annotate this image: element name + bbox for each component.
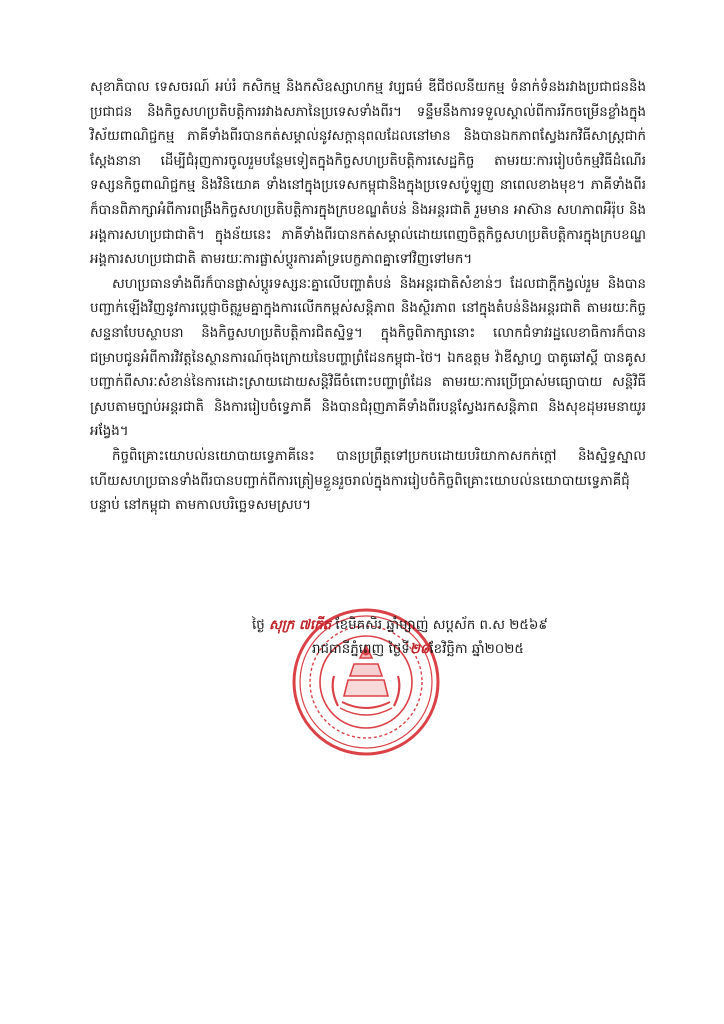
date-block [252, 614, 672, 662]
gregorian-date-line [252, 638, 672, 662]
lunar-date-line [252, 614, 672, 638]
lunar-date-handwritten: សុក្រ ៧កើត [269, 618, 332, 633]
gregorian-date-prefix: រាជធានីភ្នំពេញ ថ្ងៃទី [312, 642, 410, 657]
paragraph-2: សហប្រធានទាំងពីរក៏បានផ្លាស់ប្តូរទស្សនៈគ្នាលើបញ្ហាតំបន់ និងអន្តរជាតិសំខាន់ៗ ដែលជាក្តីកង្វល់រួម និងបានបញ្ជាក់ឡើងវិញនូវការប្តេជ្ញាចិត្តរួមគ្នាក្នុងការលើកកម្ពស់សន្តិភាព និងស្ថិរភាព នៅក្នុងតំបន់និងអន្តរជាតិ តាមរយៈកិច្ចសន្ទនាបែបស្ថាបនា និងកិច្ចសហប្រតិបត្តិការជិតស្និទ្ធ។ ក្នុងកិច្ចពិភាក្សានោះ លោកជំទាវរដ្ឋលេខាធិការក៏បានជម្រាបជូនអំពីការវិវត្តនៃស្ថានការណ៍ចុងក្រោយនៃបញ្ហាព្រំដែនកម្ពុជា-ថៃ។ ឯកឧត្តម វ៉ាឌីស្លាហ្វ បាតូឆៅស្គី បានគូសបញ្ជាក់ពីសារៈសំខាន់នៃការដោះស្រាយដោយសន្តិវិធីចំពោះបញ្ហាព្រំដែន តាមរយៈការប្រើប្រាស់មធ្យោបាយ សន្តិវិធីស្របតាមច្បាប់អន្តរជាតិ និងការរៀបចំទ្វេភាគី និងបានជំរុញភាគីទាំងពីរបន្តស្វែងរកសន្តិភាព និងសុខដុមរមនាយូរអង្វែង។ [90, 276, 646, 440]
gregorian-date-handwritten: ២៨ [409, 642, 430, 657]
gregorian-date-rest: ខែវិច្ឆិកា ឆ្នាំ២០២៥ [429, 642, 524, 657]
lunar-date-prefix: ថ្ងៃ [252, 618, 265, 633]
paragraph-1: សុខាភិបាល ទេសចរណ៍ អប់រំ កសិកម្ម និងកសិឧស្សាហកម្ម វប្បធម៌ ឌីជីថលនីយកម្ម ទំនាក់ទំនងរវាងប្រជាជននិងប្រជាជន និងកិច្ចសហប្រតិបត្តិការរវាងសភានៃប្រទេសទាំងពីរ។ ទន្ទឹមនឹងការទទួលស្គាល់ពីការរីកចម្រើនខ្លាំងក្នុងវិស័យពាណិជ្ជកម្ម ភាគីទាំងពីរបានកត់សម្គាល់នូវសក្តានុពលដែលនៅមាន និងបានឯកភាពស្វែងរកវិធីសាស្ត្រជាក់ស្តែងនានា ដើម្បីជំរុញការចូលរួមបន្ថែមទៀតក្នុងកិច្ចសហប្រតិបត្តិការសេដ្ឋកិច្ច តាមរយៈការរៀបចំកម្មវិធីដំណើរទស្សនកិច្ចពាណិជ្ជកម្ម និងវិនិយោគ ទាំងនៅក្នុងប្រទេសកម្ពុជានិងក្នុងប្រទេសប៉ូឡូញ នាពេលខាងមុខ។ ភាគីទាំងពីរក៏បានពិភាក្សាអំពីការពង្រឹងកិច្ចសហប្រតិបត្តិការក្នុងក្របខណ្ឌតំបន់ និងអន្តរជាតិ រួមមាន អាស៊ាន សហភាពអឺរ៉ុប និងអង្គការសហប្រជាជាតិ។ ក្នុងន័យនេះ ភាគីទាំងពីរបានកត់សម្គាល់ដោយពេញចិត្តកិច្ចសហប្រតិបត្តិការក្នុងក្របខណ្ឌអង្គការសហប្រជាជាតិ តាមរយៈការផ្លាស់ប្តូរការគាំទ្របេក្ខភាពគ្នាទៅវិញទៅមក។ [90, 80, 646, 268]
lunar-date-rest: ខែមិគសិរ ឆ្នាំម្សាញ់ សប្តស័ក ព.ស ២៥៦៩ [335, 618, 548, 633]
document-body [90, 76, 646, 519]
paragraph-3: កិច្ចពិគ្រោះយោបល់នយោបាយទ្វេភាគីនេះ បានប្រព្រឹត្តទៅប្រកបដោយបរិយាកាសកក់ក្តៅ និងស្និទ្ធស្នាល ហើយសហប្រធានទាំងពីរបានបញ្ជាក់ពីការត្រៀមខ្លួនរួចរាល់ក្នុងការរៀបចំកិច្ចពិគ្រោះយោបល់នយោបាយទ្វេភាគីជុំបន្ទាប់ នៅកម្ពុជា តាមកាលបរិច្ឆេទសមស្រប។ [90, 448, 646, 514]
